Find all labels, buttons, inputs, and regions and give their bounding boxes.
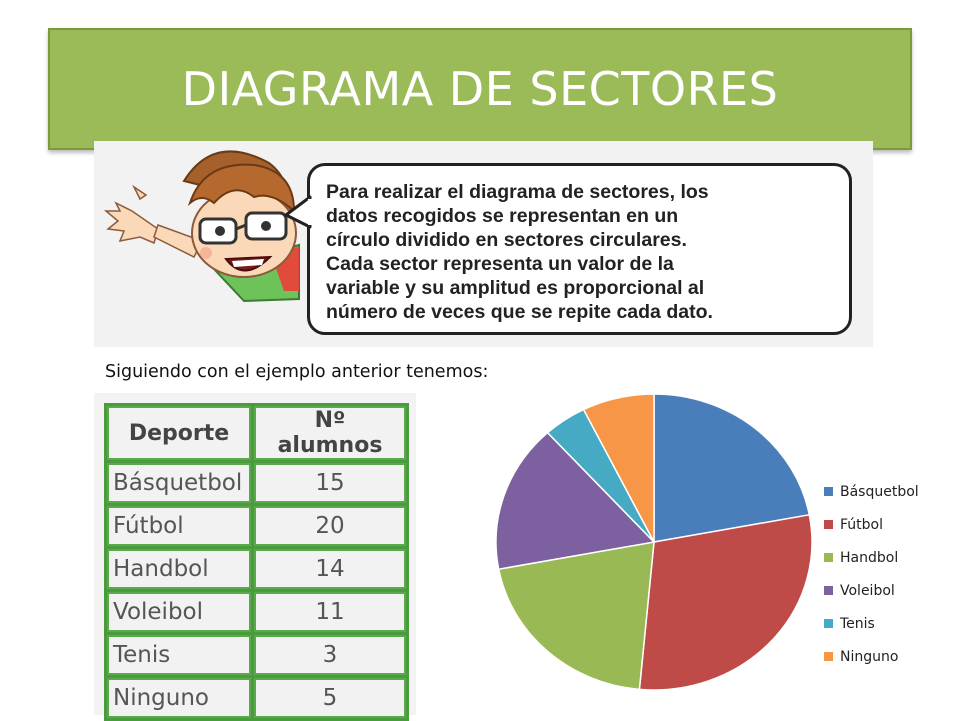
legend-swatch [824,487,833,496]
table-cell-alumnos: 11 [254,592,406,632]
table-cell-alumnos: 14 [254,549,406,589]
table-row [107,635,406,675]
table-cell-alumnos: 20 [254,506,406,546]
pie-slice-fútbol [639,515,812,690]
legend-label: Ninguno [840,649,899,665]
pie-chart [480,388,950,708]
data-table-frame [94,393,416,715]
legend-label: Voleibol [840,583,895,599]
table-cell-deporte: Básquetbol [107,463,251,503]
table-row [107,678,406,718]
title-banner [48,28,912,150]
column-header-alumnos: Nº alumnos [254,406,406,460]
legend-swatch [824,586,833,595]
data-table [104,403,409,721]
table-cell-deporte: Voleibol [107,592,251,632]
legend-swatch [824,619,833,628]
legend-label: Básquetbol [840,484,919,500]
table-row [107,592,406,632]
speech-bubble [307,163,852,335]
legend-swatch [824,553,833,562]
legend-swatch [824,652,833,661]
speech-bubble-tail [284,193,314,233]
table-header-row [107,406,406,460]
table-cell-deporte: Fútbol [107,506,251,546]
table-cell-deporte: Handbol [107,549,251,589]
page-title: DIAGRAMA DE SECTORES [181,62,779,116]
table-cell-deporte: Tenis [107,635,251,675]
cartoon-boy-illustration [94,141,309,347]
legend-label: Fútbol [840,517,883,533]
table-cell-alumnos: 3 [254,635,406,675]
bubble-text: Para realizar el diagrama de sectores, los datos recogidos se representan en un círculo dividido en sectores circulares. Cada sector representa un valor de la variable y su amplitud es proporcional al número de veces que se repite cada dato. [326,181,713,323]
legend-label: Tenis [840,616,875,632]
explanation-panel [94,141,873,347]
table-row [107,549,406,589]
table-cell-alumnos: 5 [254,678,406,718]
table-cell-deporte: Ninguno [107,678,251,718]
table-cell-alumnos: 15 [254,463,406,503]
legend-swatch [824,520,833,529]
column-header-deporte: Deporte [107,406,251,460]
legend-label: Handbol [840,550,899,566]
intro-text: Siguiendo con el ejemplo anterior tenemos: [105,362,489,382]
table-row [107,463,406,503]
table-row [107,506,406,546]
